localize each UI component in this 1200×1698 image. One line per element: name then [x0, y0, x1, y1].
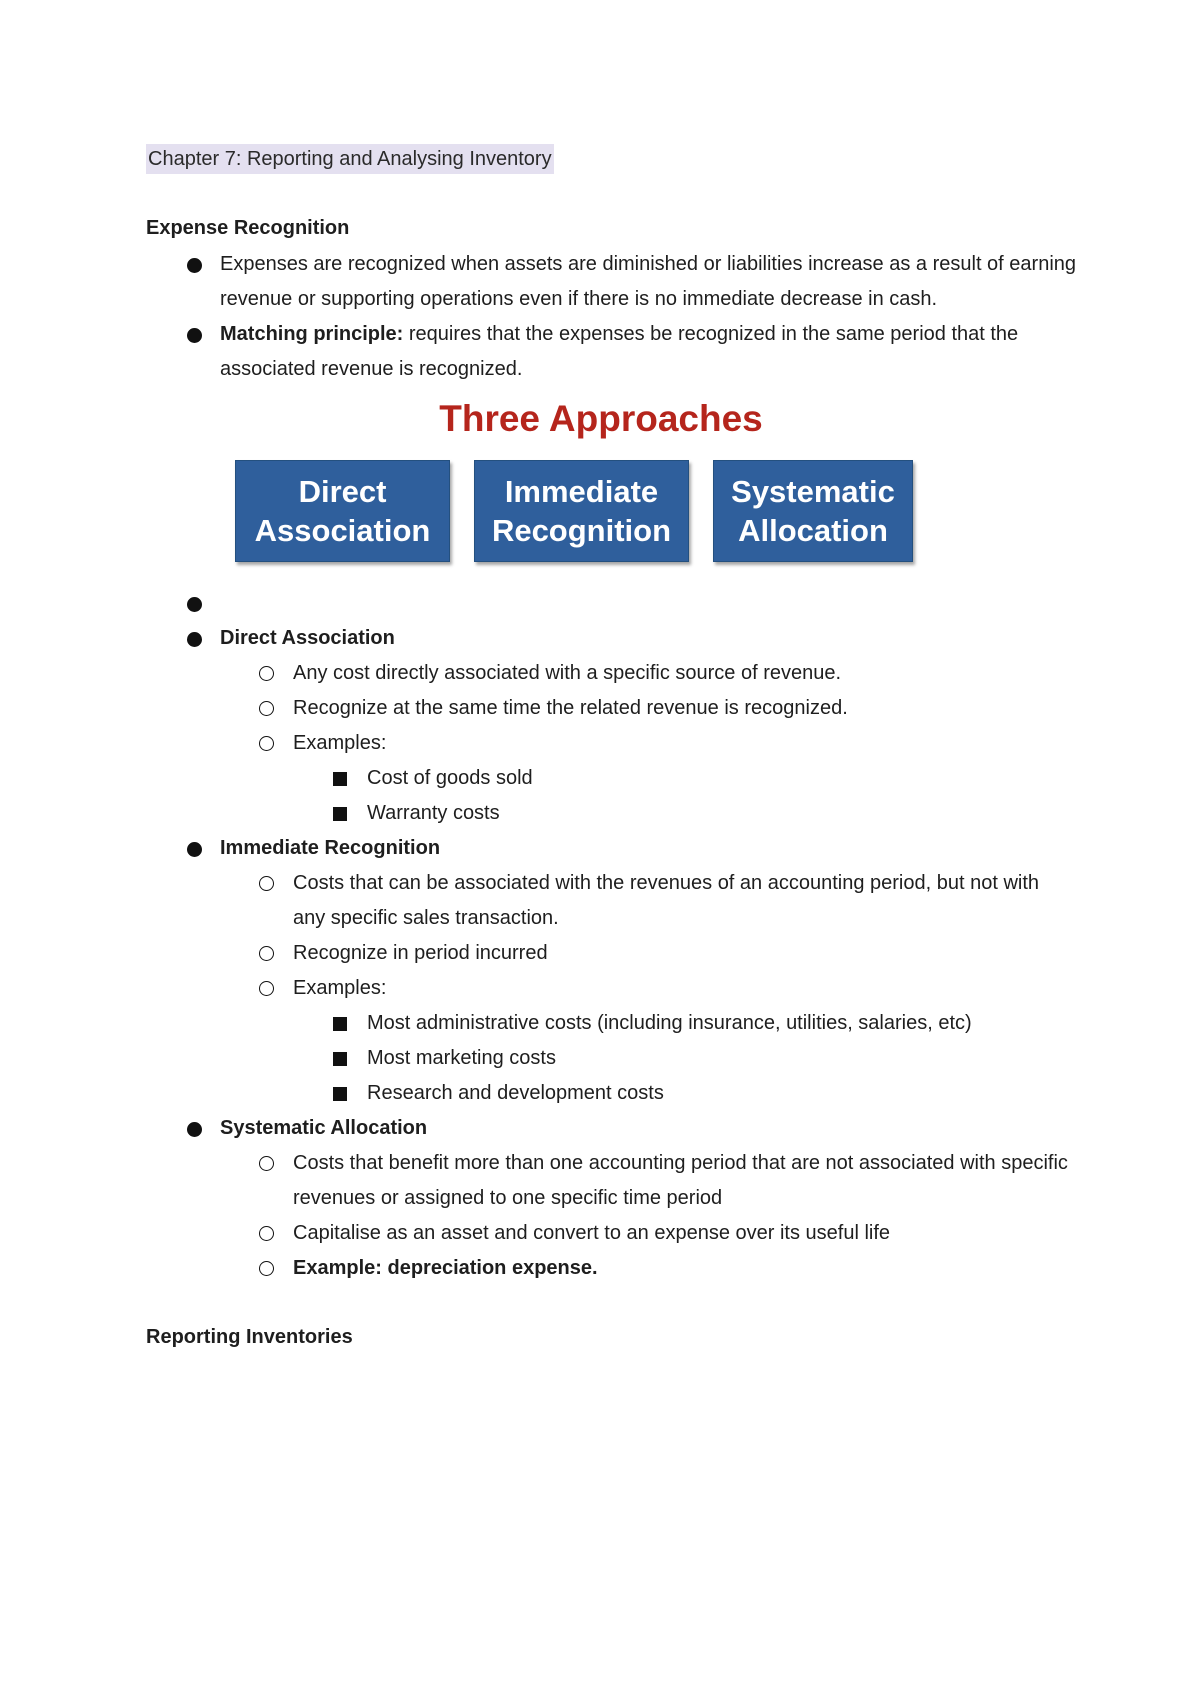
- sub-item-text: Recognize at the same time the related revenue is recognized.: [293, 697, 848, 719]
- list-item: [146, 317, 1076, 387]
- direct-association-sublist: [220, 656, 1076, 831]
- sub-list-item: [147, 1251, 1076, 1286]
- sub-list-item: [147, 866, 1076, 936]
- example-text: Warranty costs: [367, 802, 500, 824]
- sub-list-item: [147, 691, 1076, 726]
- empty-list-item: [146, 586, 1076, 621]
- sub-item-text: Examples:: [293, 732, 387, 754]
- example-item: [147, 761, 1076, 796]
- sub-list-item: [147, 971, 1076, 1111]
- figure-title: Three Approaches: [439, 398, 763, 439]
- example-text: Cost of goods sold: [367, 767, 533, 789]
- sub-list-item: [147, 936, 1076, 971]
- expense-recognition-list: [146, 247, 1076, 387]
- immediate-recognition-box: Immediate Recognition: [474, 460, 689, 562]
- list-item-immediate-recognition: [146, 831, 1076, 1111]
- sub-list-item: [147, 1146, 1076, 1216]
- matching-principle-text: requires that the expenses be recognized in the same period that the associated revenue is recognized.: [220, 323, 1019, 380]
- section-heading-expense-recognition: Expense Recognition: [146, 217, 350, 239]
- chapter-title: Chapter 7: Reporting and Analysing Inventory: [146, 144, 554, 174]
- sub-list-item: [147, 1216, 1076, 1251]
- sub-item-text: Costs that can be associated with the revenues of an accounting period, but not with any specific sales transaction.: [293, 872, 1040, 929]
- sub-item-text: Costs that benefit more than one accounting period that are not associated with specific revenues or assigned to one specific time period: [293, 1152, 1068, 1209]
- example-text: Most administrative costs (including insurance, utilities, salaries, etc): [367, 1012, 972, 1034]
- example-text: Most marketing costs: [367, 1047, 556, 1069]
- immediate-recognition-heading: Immediate Recognition: [220, 837, 441, 859]
- example-item: [147, 1006, 1076, 1041]
- direct-association-box: Direct Association: [235, 460, 450, 562]
- sub-item-text: Recognize in period incurred: [293, 942, 548, 964]
- systematic-allocation-box: Systematic Allocation: [713, 460, 913, 562]
- example-text: Research and development costs: [367, 1082, 664, 1104]
- list-item-systematic-allocation: [146, 1111, 1076, 1286]
- sub-item-text: Example: depreciation expense.: [293, 1257, 598, 1279]
- list-item-direct-association: [146, 621, 1076, 831]
- example-item: [147, 1076, 1076, 1111]
- sub-item-text: Examples:: [293, 977, 387, 999]
- immediate-recognition-sublist: [220, 866, 1076, 1111]
- bullet-text: Expenses are recognized when assets are diminished or liabilities increase as a result of earning revenue or supporting operations even if there is no immediate decrease in cash.: [220, 253, 1077, 310]
- sub-item-text: Any cost directly associated with a specific source of revenue.: [293, 662, 842, 684]
- three-approaches-figure: [146, 397, 1076, 587]
- example-item: [147, 796, 1076, 831]
- section-heading-reporting-inventories: Reporting Inventories: [146, 1326, 353, 1348]
- list-item: [146, 247, 1076, 317]
- approach-boxes: [235, 460, 913, 562]
- matching-principle-label: Matching principle:: [220, 323, 404, 345]
- example-item: [147, 1041, 1076, 1076]
- direct-association-heading: Direct Association: [220, 627, 395, 649]
- direct-association-examples: [293, 761, 1076, 831]
- systematic-allocation-heading: Systematic Allocation: [220, 1117, 428, 1139]
- immediate-recognition-examples: [293, 1006, 1076, 1111]
- document-body: [146, 144, 1076, 1352]
- sub-list-item: [147, 726, 1076, 831]
- systematic-allocation-sublist: [220, 1146, 1076, 1286]
- approaches-list: [146, 586, 1076, 1286]
- sub-item-text: Capitalise as an asset and convert to an expense over its useful life: [293, 1222, 891, 1244]
- sub-list-item: [147, 656, 1076, 691]
